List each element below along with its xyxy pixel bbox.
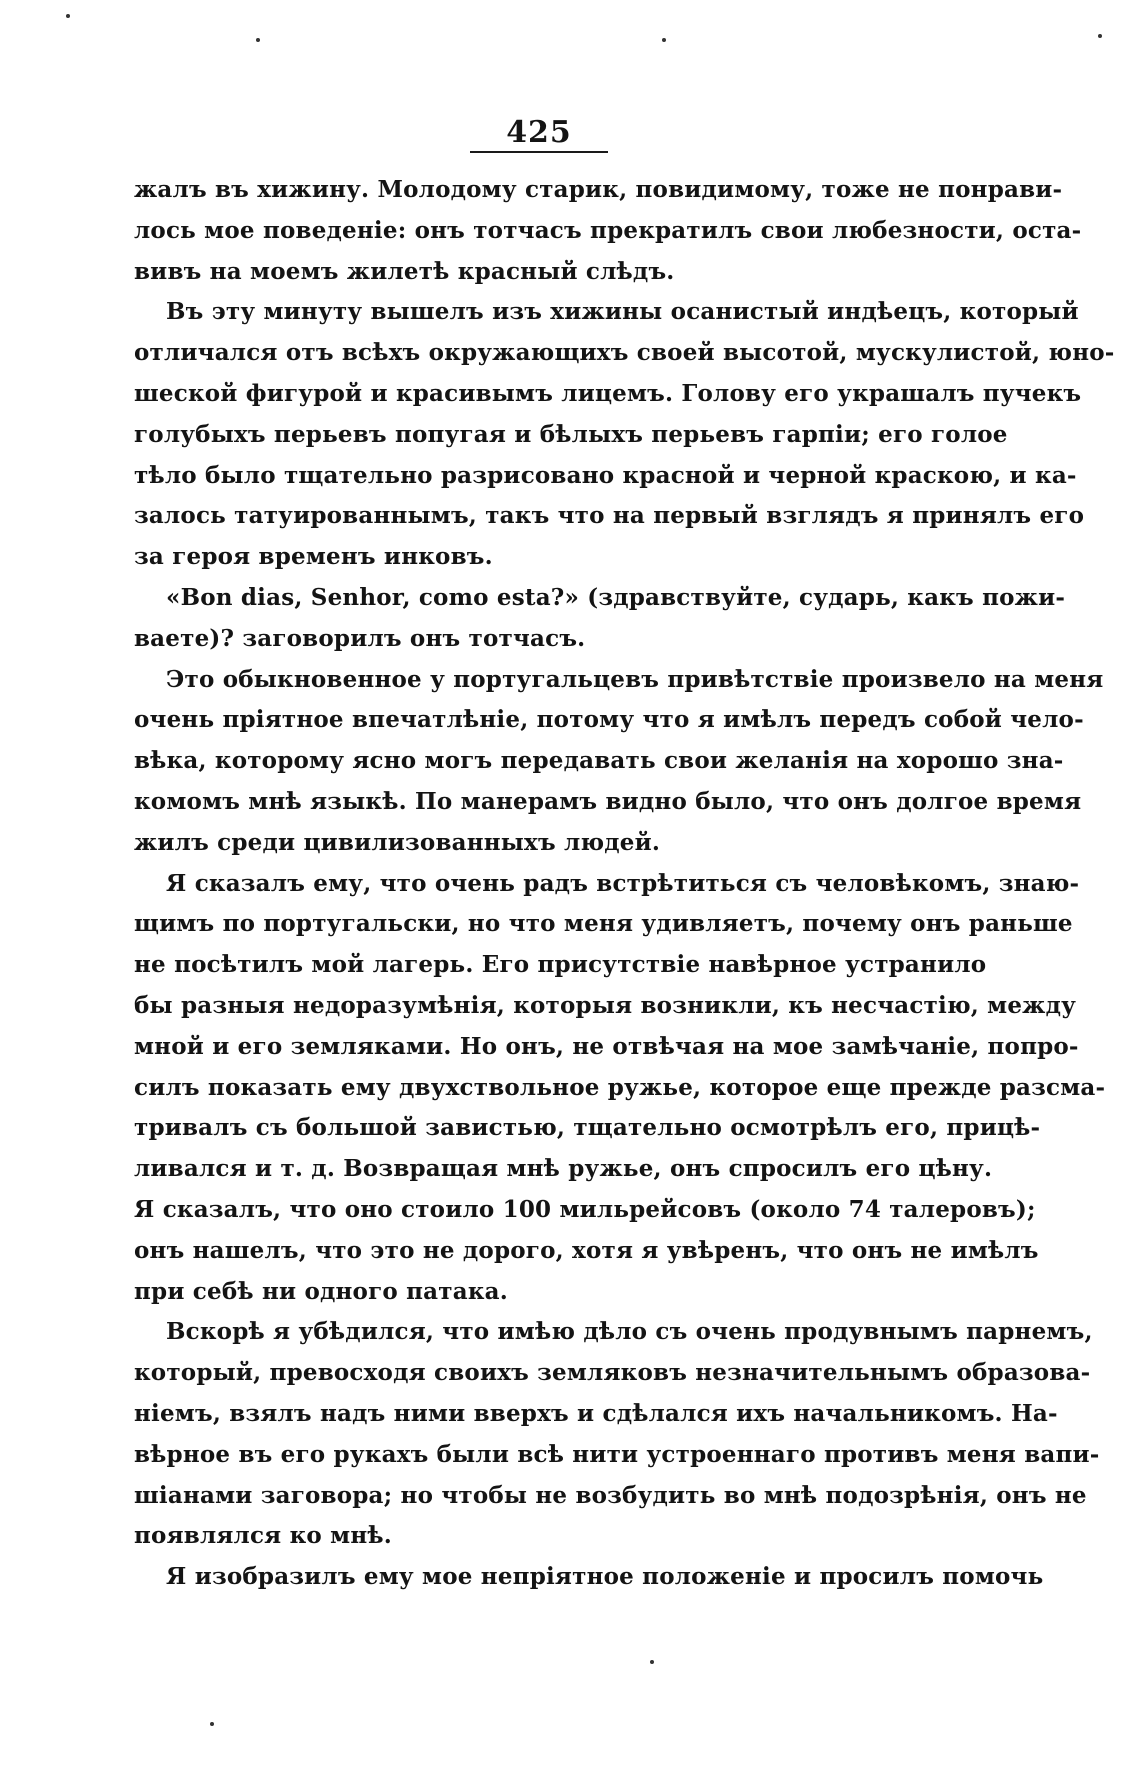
text-line: онъ нашелъ, что это не дорого, хотя я увѣренъ, что онъ не имѣлъ (134, 1236, 1039, 1264)
page-number: 425 (506, 115, 572, 150)
text-line: не посѣтилъ мой лагерь. Его присутствіе навѣрное устранило (134, 951, 987, 979)
speck (256, 38, 260, 42)
text-line: Я изобразилъ ему мое непріятное положеніе и просилъ помочь (166, 1563, 1044, 1591)
text-line: лось мое поведеніе: онъ тотчасъ прекратилъ свои любезности, оста- (134, 216, 1082, 244)
text-line: за героя временъ инковъ. (134, 543, 493, 571)
body-text (134, 170, 1115, 1598)
text-line: жилъ среди цивилизованныхъ людей. (134, 828, 661, 856)
text-line: щимъ по португальски, но что меня удивляетъ, почему онъ раньше (134, 910, 1073, 938)
text-line: шіанами заговора; но чтобы не возбудить во мнѣ подозрѣнія, онъ не (134, 1481, 1087, 1509)
text-line: залось татуированнымъ, такъ что на первый взглядъ я принялъ его (134, 502, 1085, 530)
speck (1098, 34, 1102, 38)
text-line: Въ эту минуту вышелъ изъ хижины осанистый индѣецъ, который (166, 298, 1079, 326)
text-line: ливался и т. д. Возвращая мнѣ ружье, онъ спросилъ его цѣну. (134, 1155, 993, 1183)
speck (210, 1722, 214, 1726)
text-line: Я сказалъ, что оно стоило 100 мильрейсовъ (около 74 талеровъ); (134, 1195, 1036, 1223)
text-line: Вскорѣ я убѣдился, что имѣю дѣло съ очень продувнымъ парнемъ, (166, 1318, 1093, 1346)
text-line: ваете)? заговорилъ онъ тотчасъ. (134, 624, 586, 652)
text-line: шеской фигурой и красивымъ лицемъ. Голову его украшалъ пучекъ (134, 379, 1082, 407)
text-line: силъ показать ему двухствольное ружье, которое еще прежде разсма- (134, 1073, 1106, 1101)
text-line: тѣло было тщательно разрисовано красной и черной краскою, и ка- (134, 461, 1077, 489)
speck (662, 38, 666, 42)
speck (66, 14, 70, 18)
text-line: Я сказалъ ему, что очень радъ встрѣтиться съ человѣкомъ, знаю- (166, 869, 1080, 897)
page-number-rule (470, 151, 608, 153)
text-line: жалъ въ хижину. Молодому старик, повидимому, тоже не понрави- (134, 176, 1063, 203)
text-line: вивъ на моемъ жилетѣ красный слѣдъ. (134, 257, 675, 285)
text-line: вѣка, которому ясно могъ передавать свои желанія на хорошо зна- (134, 747, 1064, 775)
text-line: мной и его земляками. Но онъ, не отвѣчая на мое замѣчаніе, попро- (134, 1032, 1079, 1060)
speck (650, 1660, 654, 1664)
text-line: очень пріятное впечатлѣніе, потому что я имѣлъ передъ собой чело- (134, 706, 1084, 734)
text-line: который, превосходя своихъ земляковъ незначительнымъ образова- (134, 1359, 1091, 1387)
text-line: появлялся ко мнѣ. (134, 1522, 392, 1550)
text-line: отличался отъ всѣхъ окружающихъ своей высотой, мускулистой, юно- (134, 339, 1115, 367)
text-line: «Bon dias, Senhor, como esta?» (здравствуйте, сударь, какъ пожи- (166, 583, 1066, 611)
text-line: ніемъ, взялъ надъ ними вверхъ и сдѣлался ихъ начальникомъ. На- (134, 1399, 1058, 1427)
text-line: при себѣ ни одного патака. (134, 1277, 508, 1305)
text-line: голубыхъ перьевъ попугая и бѣлыхъ перьевъ гарпіи; его голое (134, 420, 1008, 448)
text-line: тривалъ съ большой завистью, тщательно осмотрѣлъ его, прицѣ- (134, 1114, 1041, 1142)
text-line: Это обыкновенное у португальцевъ привѣтствіе произвело на меня (166, 665, 1104, 693)
text-line: комомъ мнѣ языкѣ. По манерамъ видно было, что онъ долгое время (134, 787, 1082, 815)
text-line: вѣрное въ его рукахъ были всѣ нити устроеннаго противъ меня вапи- (134, 1440, 1100, 1468)
text-line: бы разныя недоразумѣнія, которыя возникли, къ несчастію, между (134, 991, 1077, 1019)
